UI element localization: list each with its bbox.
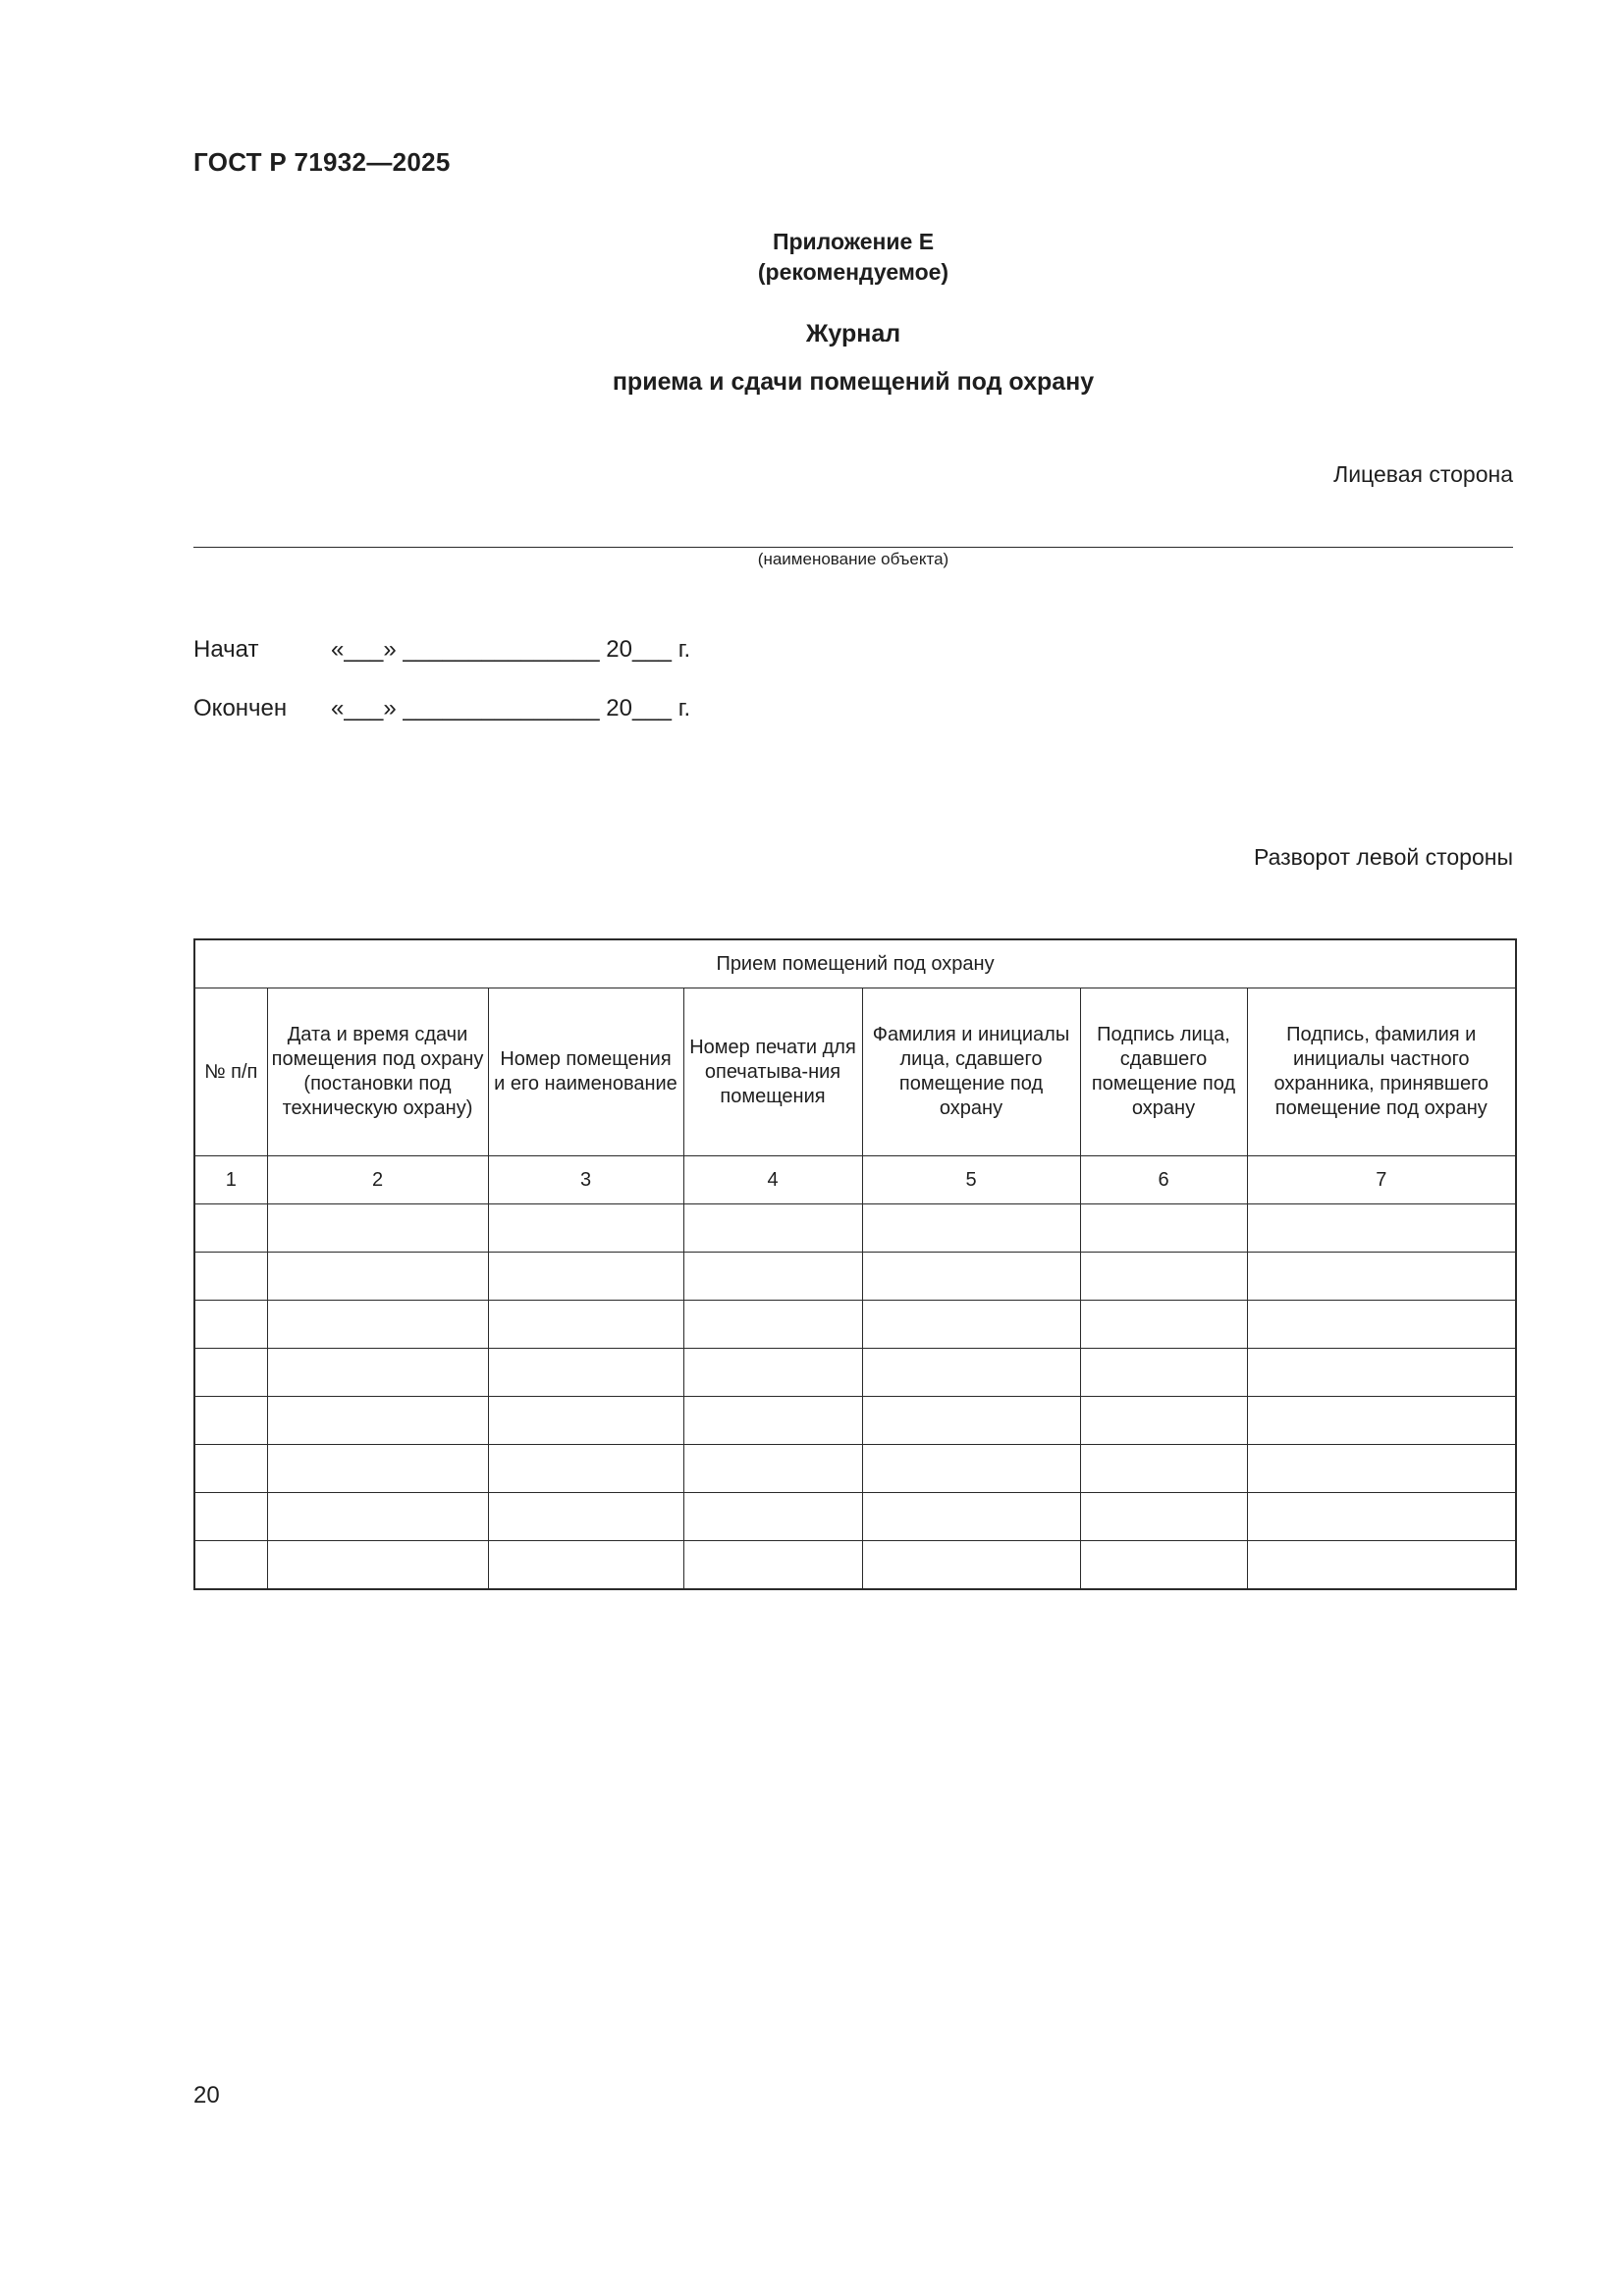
left-spread-label: Разворот левой стороны xyxy=(1254,844,1513,870)
table-cell xyxy=(862,1349,1080,1397)
column-header-room: Номер помещения и его наименование xyxy=(488,988,683,1156)
page-number: 20 xyxy=(193,2082,220,2109)
appendix-title: Приложение Е xyxy=(772,229,935,254)
column-header-signature: Подпись лица, сдавшего помещение под охрану xyxy=(1080,988,1247,1156)
table-cell xyxy=(267,1301,488,1349)
table-cell xyxy=(1080,1204,1247,1253)
table-cell xyxy=(1080,1349,1247,1397)
table-cell xyxy=(1247,1541,1516,1590)
appendix-status: (рекомендуемое) xyxy=(757,259,949,285)
table-cell xyxy=(1080,1397,1247,1445)
column-number: 7 xyxy=(1247,1156,1516,1204)
journal-title: Журнал xyxy=(805,320,901,347)
table-group-header-row xyxy=(194,939,1516,988)
start-date-blank: «___» _______________ 20___ г. xyxy=(331,636,691,663)
table-column-number-row xyxy=(194,1156,1516,1204)
table-cell xyxy=(683,1541,862,1590)
table-row xyxy=(194,1541,1516,1590)
table-cell xyxy=(194,1445,267,1493)
table-cell xyxy=(488,1204,683,1253)
column-header-seal: Номер печати для опечатыва-ния помещения xyxy=(683,988,862,1156)
table-cell xyxy=(683,1493,862,1541)
journal-table xyxy=(193,938,1517,1590)
table-row xyxy=(194,1301,1516,1349)
table-cell xyxy=(194,1253,267,1301)
table-cell xyxy=(1080,1541,1247,1590)
table-cell xyxy=(194,1493,267,1541)
end-date-label: Окончен xyxy=(193,695,288,721)
table-cell xyxy=(488,1397,683,1445)
table-cell xyxy=(683,1301,862,1349)
table-row xyxy=(194,1493,1516,1541)
table-cell xyxy=(862,1301,1080,1349)
table-cell xyxy=(488,1493,683,1541)
table-cell xyxy=(862,1541,1080,1590)
table-cell xyxy=(267,1493,488,1541)
table-cell xyxy=(267,1541,488,1590)
end-date-blank: «___» _______________ 20___ г. xyxy=(331,695,691,721)
table-cell xyxy=(488,1301,683,1349)
table-cell xyxy=(1247,1493,1516,1541)
table-cell xyxy=(683,1204,862,1253)
start-date-row xyxy=(193,636,690,664)
table-cell xyxy=(488,1253,683,1301)
table-cell xyxy=(683,1253,862,1301)
table-cell xyxy=(862,1445,1080,1493)
column-header-surrendering-person: Фамилия и инициалы лица, сдавшего помещение под охрану xyxy=(862,988,1080,1156)
table-cell xyxy=(194,1349,267,1397)
table-cell xyxy=(1247,1397,1516,1445)
table-cell xyxy=(1247,1349,1516,1397)
table-cell xyxy=(862,1397,1080,1445)
column-number: 4 xyxy=(683,1156,862,1204)
table-cell xyxy=(267,1397,488,1445)
table-cell xyxy=(1080,1493,1247,1541)
table-cell xyxy=(267,1253,488,1301)
table-group-header: Прием помещений под охрану xyxy=(194,939,1516,988)
table-cell xyxy=(1247,1445,1516,1493)
table-cell xyxy=(683,1445,862,1493)
table-cell xyxy=(862,1204,1080,1253)
table-cell xyxy=(488,1349,683,1397)
table-cell xyxy=(488,1445,683,1493)
table-row xyxy=(194,1204,1516,1253)
table-cell xyxy=(194,1397,267,1445)
table-cell xyxy=(267,1204,488,1253)
journal-subtitle: приема и сдачи помещений под охрану xyxy=(612,368,1095,396)
table-cell xyxy=(267,1445,488,1493)
start-date-label: Начат xyxy=(193,636,259,663)
table-row xyxy=(194,1349,1516,1397)
column-header-number: № п/п xyxy=(194,988,267,1156)
front-side-label: Лицевая сторона xyxy=(1333,461,1513,487)
document-code: ГОСТ Р 71932—2025 xyxy=(193,147,451,177)
table-cell xyxy=(267,1349,488,1397)
table-row xyxy=(194,1397,1516,1445)
table-cell xyxy=(862,1493,1080,1541)
table-cell xyxy=(1247,1253,1516,1301)
column-header-guard: Подпись, фамилия и инициалы частного охранника, принявшего помещение под охрану xyxy=(1247,988,1516,1156)
table-cell xyxy=(1247,1301,1516,1349)
table-column-header-row xyxy=(194,988,1516,1156)
table-row xyxy=(194,1253,1516,1301)
table-cell xyxy=(194,1301,267,1349)
table-row xyxy=(194,1445,1516,1493)
column-number: 2 xyxy=(267,1156,488,1204)
table-cell xyxy=(1080,1445,1247,1493)
end-date-row xyxy=(193,695,690,722)
column-number: 6 xyxy=(1080,1156,1247,1204)
table-cell xyxy=(1080,1253,1247,1301)
column-number: 5 xyxy=(862,1156,1080,1204)
column-number: 3 xyxy=(488,1156,683,1204)
table-cell xyxy=(488,1541,683,1590)
table-cell xyxy=(1080,1301,1247,1349)
table-cell xyxy=(683,1349,862,1397)
table-cell xyxy=(194,1204,267,1253)
object-name-line xyxy=(193,547,1513,548)
table-cell xyxy=(862,1253,1080,1301)
column-number: 1 xyxy=(194,1156,267,1204)
table-cell xyxy=(194,1541,267,1590)
column-header-datetime: Дата и время сдачи помещения под охрану (постановки под техническую охрану) xyxy=(267,988,488,1156)
table-cell xyxy=(1247,1204,1516,1253)
object-name-caption: (наименование объекта) xyxy=(757,550,949,568)
table-cell xyxy=(683,1397,862,1445)
